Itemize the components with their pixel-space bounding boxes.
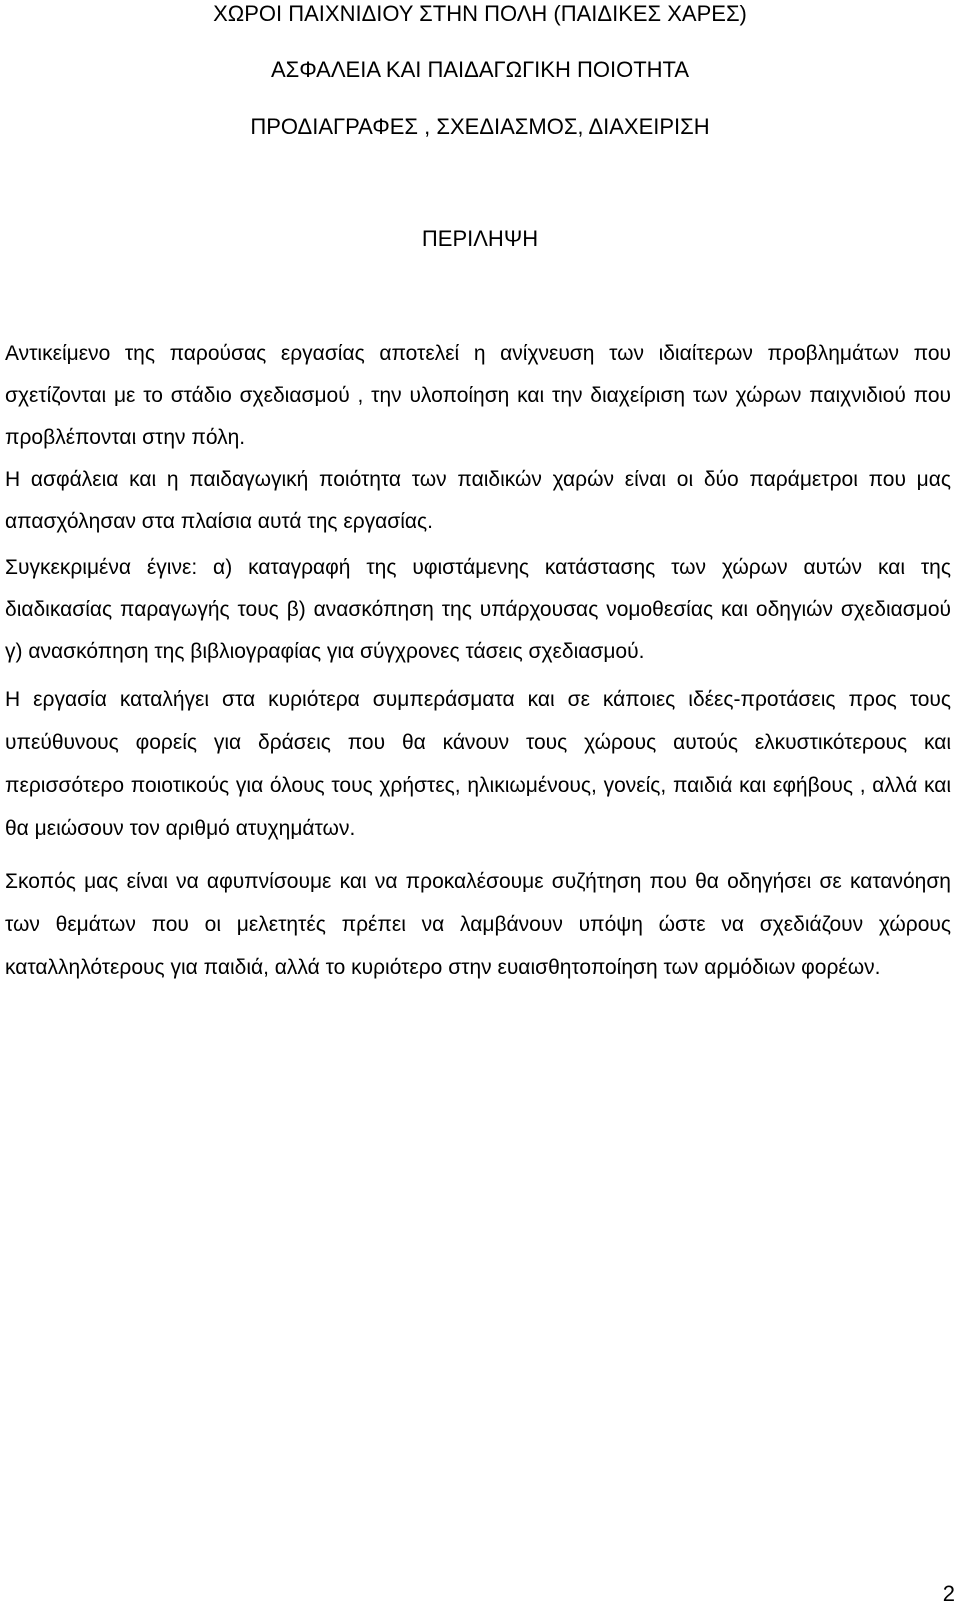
document-title-line-2: ΑΣΦΑΛΕΙΑ ΚΑΙ ΠΑΙΔΑΓΩΓΙΚΗ ΠΟΙΟΤΗΤΑ: [270, 57, 690, 82]
abstract-body: [5, 333, 951, 989]
abstract-paragraph-2: Η ασφάλεια και η παιδαγωγική ποιότητα των παιδικών χαρών είναι οι δύο παράμετροι που μας απασχόλησαν στα πλαίσια αυτά της εργασίας.: [5, 468, 951, 533]
document-title-line-1: ΧΩΡΟΙ ΠΑΙΧΝΙΔΙΟΥ ΣΤΗΝ ΠΟΛΗ (ΠΑΙΔΙΚΕΣ ΧΑΡΕΣ): [213, 1, 747, 26]
document-title-line-3: ΠΡΟΔΙΑΓΡΑΦΕΣ , ΣΧΕΔΙΑΣΜΟΣ, ΔΙΑΧΕΙΡΙΣΗ: [250, 114, 710, 139]
abstract-paragraph-3: Συγκεκριμένα έγινε: α) καταγραφή της υφιστάμενης κατάστασης των χώρων αυτών και της διαδικασίας παραγωγής τους β) ανασκόπηση της υπάρχουσας νομοθεσίας και οδηγιών σχεδιασμού γ) ανασκόπηση της βιβλιογραφίας για σύγχρονες τάσεις σχεδιασμού.: [5, 556, 951, 663]
abstract-paragraph-4: Η εργασία καταλήγει στα κυριότερα συμπεράσματα και σε κάποιες ιδέες-προτάσεις προς τους υπεύθυνους φορείς για δράσεις που θα κάνουν τους χώρους αυτούς ελκυστικότερους και περισσότερο ποιοτικούς για όλους τους χρήστες, ηλικιωμένους, γονείς, παιδιά και εφήβους , αλλά και θα μειώσουν τον αριθμό ατυχημάτων.: [5, 688, 951, 840]
abstract-paragraph-5: Σκοπός μας είναι να αφυπνίσουμε και να προκαλέσουμε συζήτηση που θα οδηγήσει σε κατανόηση των θεμάτων που οι μελετητές πρέπει να λαμβάνουν υπόψη ώστε να σχεδιάζουν χώρους καταλληλότερους για παιδιά, αλλά το κυριότερο στην ευαισθητοποίηση των αρμόδιων φορέων.: [5, 870, 951, 979]
abstract-paragraph-1: Αντικείμενο της παρούσας εργασίας αποτελεί η ανίχνευση των ιδιαίτερων προβλημάτων που σχετίζονται με το στάδιο σχεδιασμού , την υλοποίηση και την διαχείριση των χώρων παιχνιδιού που προβλέπονται στην πόλη.: [5, 342, 951, 449]
section-heading: ΠΕΡΙΛΗΨΗ: [421, 226, 539, 251]
page-number: 2: [942, 1581, 955, 1606]
